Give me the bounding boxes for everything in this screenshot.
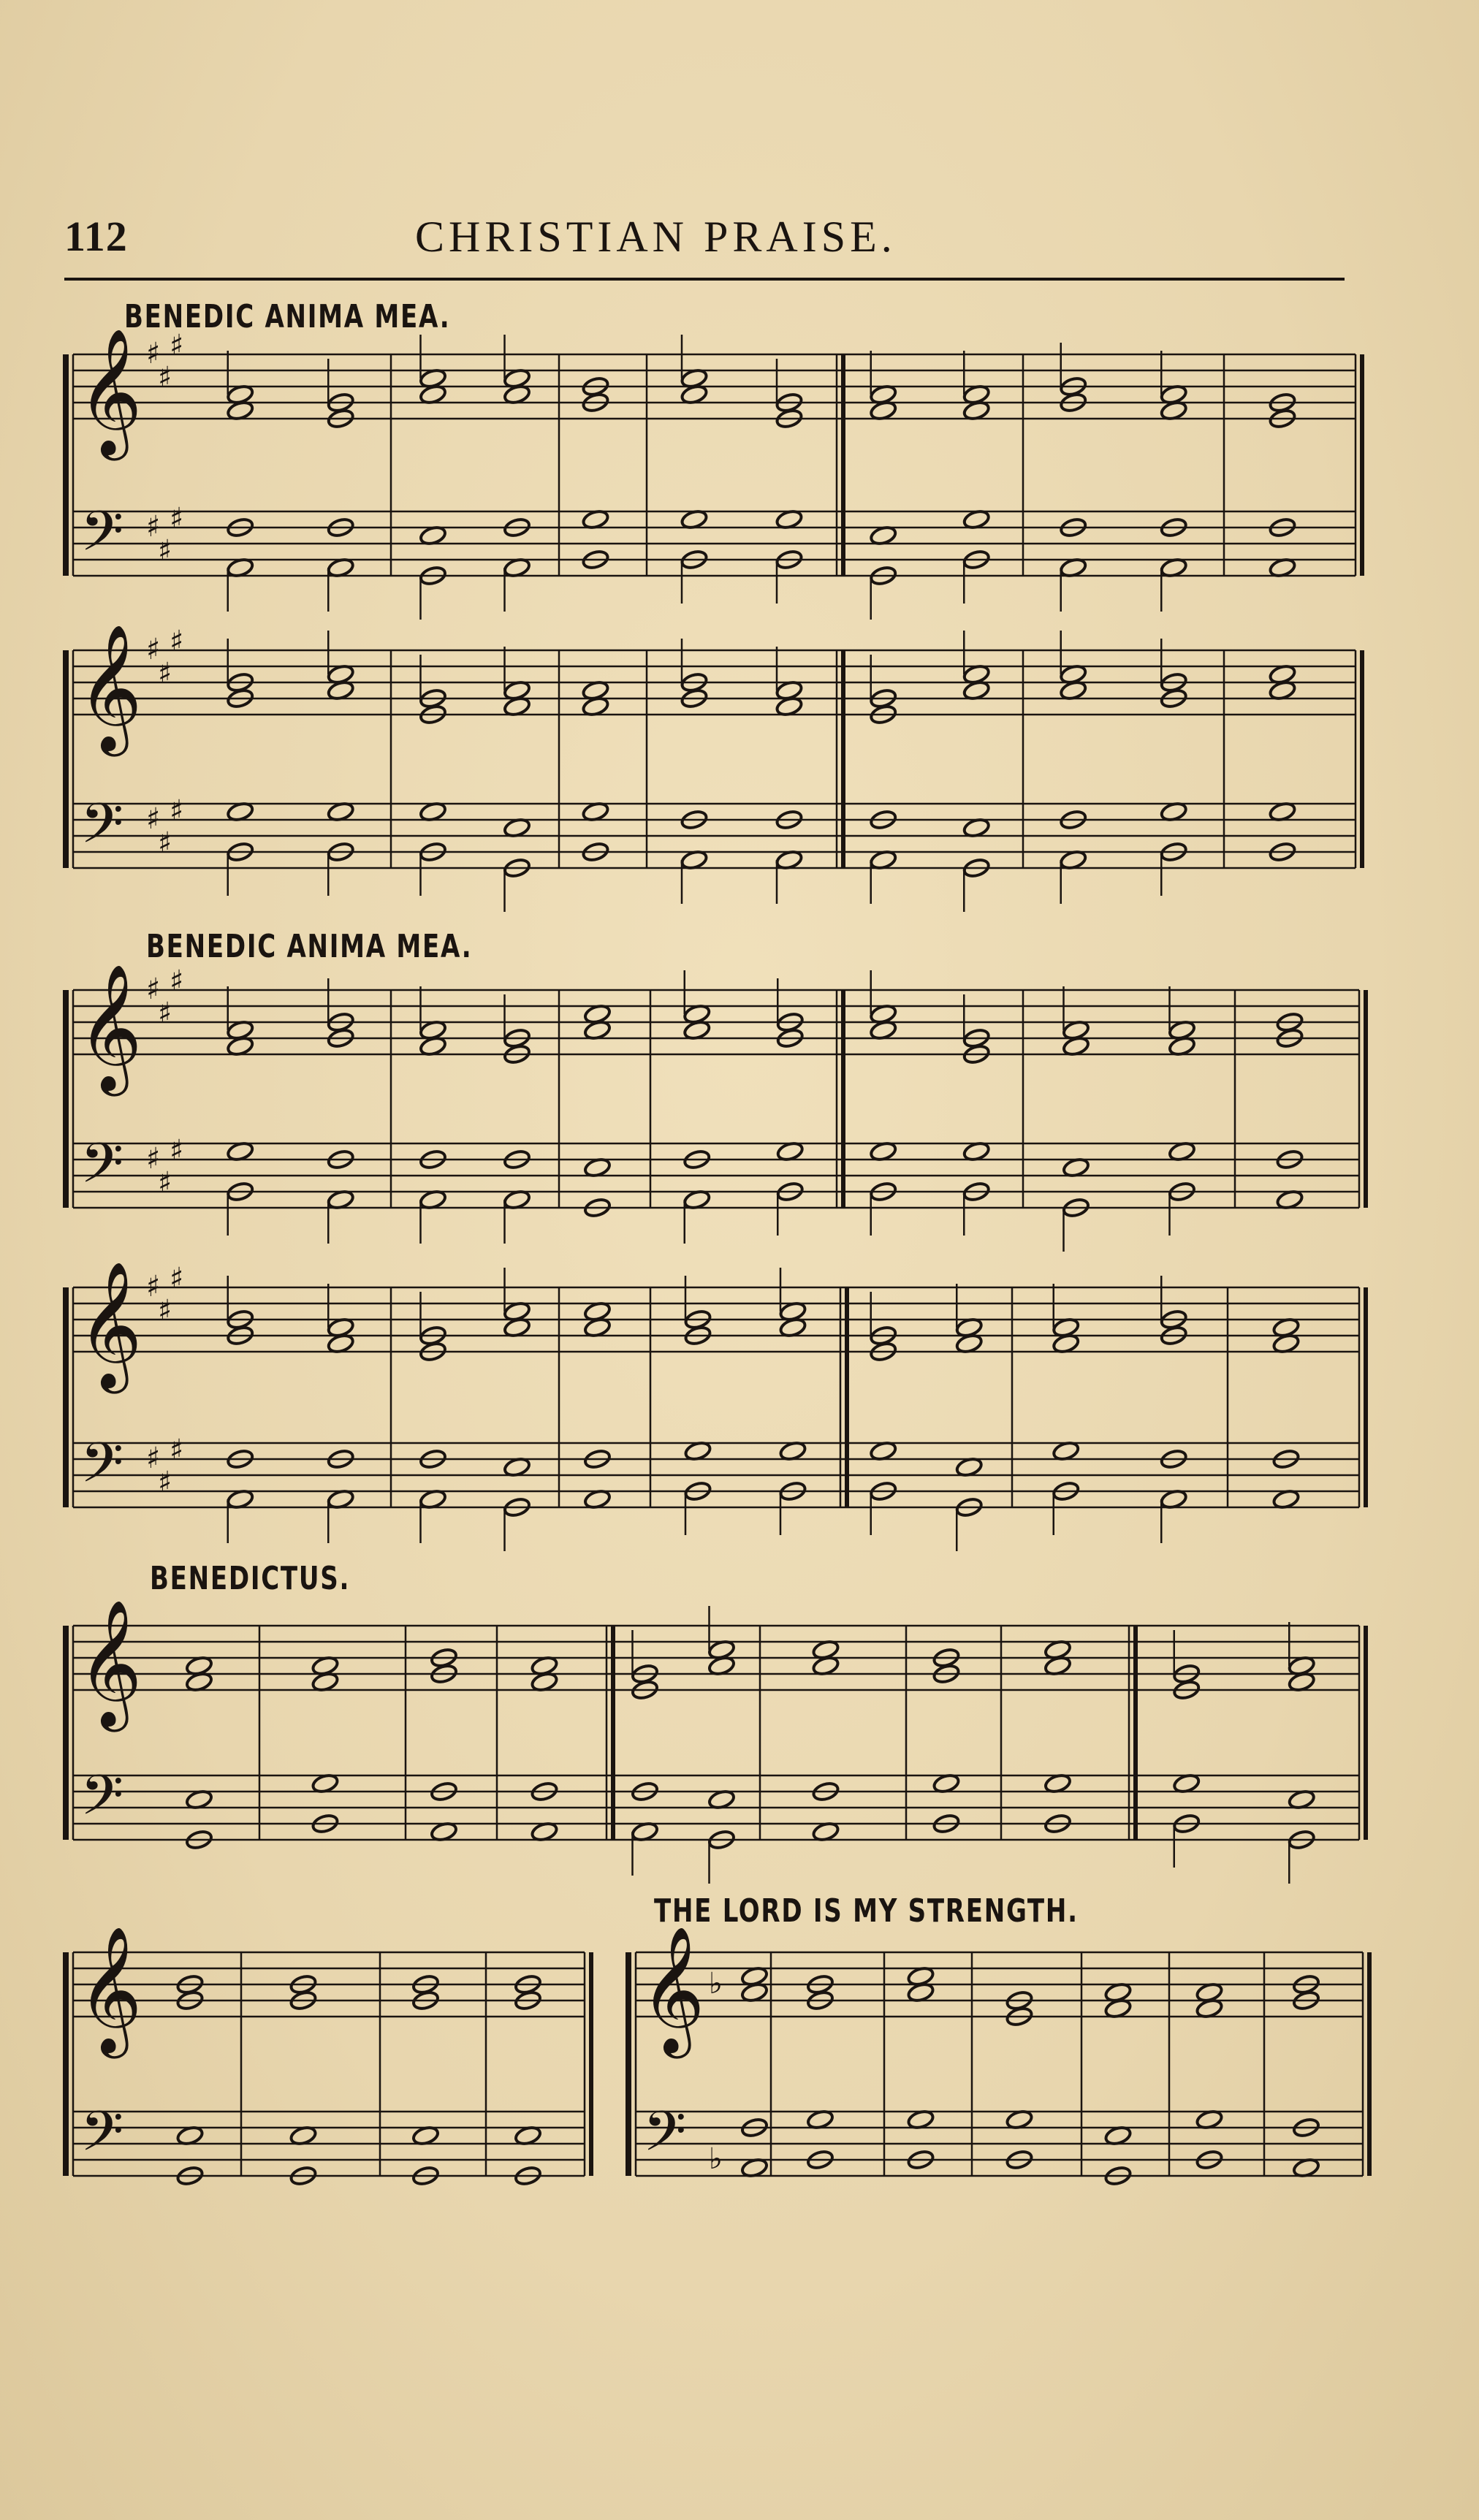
sharp-icon: ♯ <box>146 633 161 666</box>
sharp-icon: ♯ <box>158 361 172 395</box>
bass-clef-icon: 𝄢 <box>643 2099 687 2177</box>
grand-staff-system <box>63 964 1366 1252</box>
page-number: 112 <box>64 213 128 260</box>
system-bracket <box>63 650 69 868</box>
chant-title-4: THE LORD IS MY STRENGTH. <box>654 1892 1079 1930</box>
sharp-icon: ♯ <box>146 1442 161 1475</box>
sharp-icon: ♯ <box>170 502 184 536</box>
chant-title-3: BENEDICTUS. <box>150 1560 351 1597</box>
flat-icon: ♭ <box>709 1967 723 2001</box>
grand-staff-system <box>63 1599 1366 1884</box>
bass-clef-icon: 𝄢 <box>80 1131 124 1209</box>
treble-clef-icon: 𝄞 <box>77 624 142 751</box>
bass-clef-icon: 𝄢 <box>80 791 124 869</box>
treble-clef-icon: 𝄞 <box>77 964 142 1091</box>
bass-clef-icon: 𝄢 <box>80 1763 124 1841</box>
system-bracket <box>626 1952 631 2176</box>
treble-clef-icon: 𝄞 <box>77 1261 142 1388</box>
sharp-icon: ♯ <box>146 1142 161 1176</box>
system-bracket <box>63 990 69 1208</box>
system-bracket <box>63 1287 69 1507</box>
sharp-icon: ♯ <box>158 997 172 1030</box>
bass-clef-icon: 𝄢 <box>80 2099 124 2177</box>
grand-staff-system <box>63 1926 591 2187</box>
treble-clef-icon: 𝄞 <box>77 1926 142 2053</box>
sharp-icon: ♯ <box>146 972 161 1006</box>
sharp-icon: ♯ <box>170 794 184 828</box>
treble-clef-icon: 𝄞 <box>77 328 142 455</box>
sharp-icon: ♯ <box>158 1466 172 1499</box>
grand-staff-system <box>63 1261 1366 1551</box>
sharp-icon: ♯ <box>146 337 161 370</box>
treble-clef-icon: 𝄞 <box>77 1599 142 1727</box>
grand-staff-system <box>626 1926 1369 2187</box>
chant-title-2: BENEDIC ANIMA MEA. <box>146 928 473 965</box>
system-bracket <box>63 354 69 576</box>
chant-title-1: BENEDIC ANIMA MEA. <box>124 298 451 335</box>
sharp-icon: ♯ <box>170 1134 184 1168</box>
sharp-icon: ♯ <box>158 826 172 860</box>
sharp-icon: ♯ <box>158 534 172 568</box>
sharp-icon: ♯ <box>146 802 161 836</box>
running-title: CHRISTIAN PRAISE. <box>415 213 897 261</box>
sharp-icon: ♯ <box>170 1434 184 1467</box>
sharp-icon: ♯ <box>158 1166 172 1200</box>
sharp-icon: ♯ <box>158 657 172 690</box>
bass-clef-icon: 𝄢 <box>80 1431 124 1509</box>
sharp-icon: ♯ <box>170 329 184 362</box>
sharp-icon: ♯ <box>146 510 161 544</box>
sharp-icon: ♯ <box>170 625 184 658</box>
sharp-icon: ♯ <box>158 1294 172 1328</box>
bass-clef-icon: 𝄢 <box>80 499 124 577</box>
flat-icon: ♭ <box>709 2142 723 2176</box>
system-bracket <box>63 1952 69 2176</box>
sharp-icon: ♯ <box>146 1270 161 1303</box>
grand-staff-system <box>63 624 1362 912</box>
grand-staff-system <box>63 328 1362 620</box>
treble-clef-icon: 𝄞 <box>640 1926 705 2053</box>
sharp-icon: ♯ <box>170 964 184 998</box>
system-bracket <box>63 1626 69 1840</box>
sharp-icon: ♯ <box>170 1262 184 1295</box>
